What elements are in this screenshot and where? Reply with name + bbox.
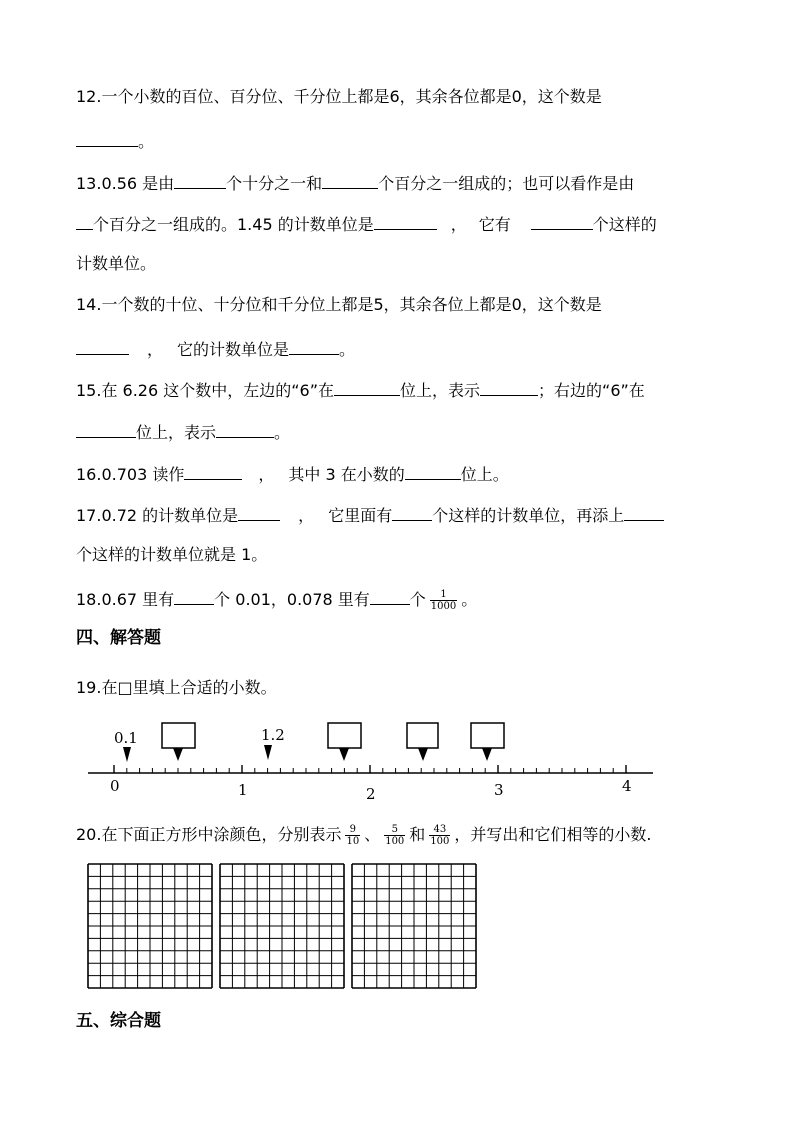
marker-label: 0.1 <box>114 729 138 747</box>
fraction-denominator: 1000 <box>430 601 457 612</box>
punctuation: 。 <box>339 340 356 359</box>
answer-blank[interactable] <box>184 461 242 480</box>
question-20-line <box>76 820 652 850</box>
down-arrow-icon <box>482 748 492 761</box>
answer-blank[interactable] <box>76 419 136 438</box>
question-15-text: ；右边的“6”在 <box>538 381 645 400</box>
fraction-numerator: 5 <box>384 824 405 836</box>
answer-blank[interactable] <box>322 170 378 189</box>
question-17-text: 17.0.72 的计数单位是 <box>76 506 239 525</box>
answer-blank[interactable] <box>76 128 138 147</box>
question-17-text: 个这样的计数单位，再添上 <box>432 506 625 525</box>
question-15-line2 <box>76 419 290 441</box>
answer-box-4[interactable] <box>471 723 504 761</box>
tick-label: 4 <box>622 777 632 795</box>
question-13-line2 <box>76 211 657 233</box>
answer-blank[interactable] <box>216 419 274 438</box>
punctuation: ， <box>258 465 275 484</box>
question-17-line2 <box>76 544 267 566</box>
question-15-text: 15.在 6.26 这个数中，左边的“6”在 <box>76 381 335 400</box>
conjunction: 和 <box>409 825 426 844</box>
punctuation: 。 <box>461 590 478 609</box>
number-line-ticks <box>114 765 626 773</box>
answer-blank[interactable] <box>392 502 432 521</box>
marker-0-1 <box>114 729 138 762</box>
answer-blank[interactable] <box>238 502 280 521</box>
fraction-denominator: 100 <box>430 836 450 847</box>
punctuation: ， <box>450 215 467 234</box>
marker-label: 1.2 <box>261 726 285 744</box>
question-17-line1 <box>76 502 664 524</box>
punctuation: 。 <box>138 132 155 151</box>
fraction-numerator: 43 <box>429 824 450 836</box>
fraction-1-1000 <box>430 589 457 612</box>
question-20-text: ，并写出和它们相等的小数. <box>454 825 652 844</box>
question-13-line3 <box>76 253 156 275</box>
answer-blank[interactable] <box>334 377 400 396</box>
answer-blank[interactable] <box>624 502 664 521</box>
question-16-text: 其中 3 在小数的 <box>288 465 405 484</box>
answer-box-3[interactable] <box>407 723 438 761</box>
question-18-text: 个 0.01，0.078 里有 <box>214 590 370 609</box>
tick-label: 0 <box>110 777 120 795</box>
fraction-5-100 <box>384 824 405 847</box>
hundred-grid-1[interactable] <box>88 864 212 988</box>
tick-label: 1 <box>238 781 248 799</box>
question-14-line2 <box>76 336 355 358</box>
tick-label: 2 <box>366 785 376 803</box>
question-13-text: 计数单位。 <box>76 254 157 273</box>
question-16-text: 16.0.703 读作 <box>76 465 185 484</box>
answer-blank[interactable] <box>531 211 593 230</box>
question-13-text: 个这样的 <box>592 215 657 234</box>
question-18-line <box>76 585 477 615</box>
fraction-9-10 <box>345 824 360 847</box>
answer-blank[interactable] <box>370 586 410 605</box>
question-13-text: 个十分之一和 <box>226 174 323 193</box>
question-13-line1 <box>76 170 634 192</box>
question-17-text: 个这样的计数单位就是 1。 <box>76 545 268 564</box>
down-arrow-icon <box>339 748 349 761</box>
question-13-text: 13.0.56 是由 <box>76 174 175 193</box>
answer-box-2[interactable] <box>328 723 361 761</box>
fraction-numerator: 1 <box>430 589 457 601</box>
question-16-text: 位上。 <box>460 465 509 484</box>
punctuation: 。 <box>274 423 291 442</box>
question-19-text: 19.在□里填上合适的小数。 <box>76 678 277 697</box>
question-15-text: 位上，表示 <box>400 381 481 400</box>
question-13-text: 它有 <box>478 215 511 234</box>
answer-blank[interactable] <box>289 336 339 355</box>
down-arrow-icon <box>173 748 183 761</box>
punctuation: ， <box>298 506 315 525</box>
answer-blank[interactable] <box>480 377 538 396</box>
question-18-text: 18.0.67 里有 <box>76 590 175 609</box>
question-12-line1 <box>76 86 602 108</box>
number-line-diagram <box>0 715 794 805</box>
answer-blank[interactable] <box>76 336 129 355</box>
question-20-text: 20.在下面正方形中涂颜色，分别表示 <box>76 825 342 844</box>
section-4-heading: 四、解答题 <box>76 628 161 648</box>
section-5-heading: 五、综合题 <box>76 1011 161 1031</box>
hundred-grid-2[interactable] <box>220 864 344 988</box>
answer-blank[interactable] <box>76 211 93 230</box>
tick-label: 3 <box>494 781 504 799</box>
question-13-text: 个百分之一组成的；也可以看作是由 <box>378 174 635 193</box>
down-arrow-icon <box>264 745 272 760</box>
answer-box-1[interactable] <box>162 723 195 761</box>
fraction-denominator: 10 <box>346 836 360 847</box>
question-18-text: 个 <box>409 590 426 609</box>
question-12-line2 <box>76 128 154 150</box>
fraction-numerator: 9 <box>345 824 360 836</box>
question-14-line1 <box>76 294 602 316</box>
question-14-text: 14.一个数的十位、十分位和千分位上都是5，其余各位上都是0，这个数是 <box>76 295 602 314</box>
separator: 、 <box>364 825 381 844</box>
hundred-grid-3[interactable] <box>352 864 476 988</box>
question-17-text: 它里面有 <box>328 506 393 525</box>
answer-blank[interactable] <box>374 211 437 230</box>
question-15-line1 <box>76 377 645 399</box>
punctuation: ， <box>147 340 164 359</box>
answer-blank[interactable] <box>405 461 461 480</box>
question-13-text: 个百分之一组成的。1.45 的计数单位是 <box>93 215 374 234</box>
hundred-grids <box>0 860 794 990</box>
number-line-tick-labels <box>110 777 632 803</box>
answer-blank[interactable] <box>174 586 214 605</box>
question-16-line <box>76 461 509 483</box>
question-15-text: 位上，表示 <box>136 423 217 442</box>
question-14-text: 它的计数单位是 <box>177 340 290 359</box>
fraction-denominator: 100 <box>385 836 405 847</box>
answer-blank[interactable] <box>174 170 226 189</box>
marker-1-2 <box>261 726 285 760</box>
fraction-43-100 <box>429 824 450 847</box>
question-12-text: 12.一个小数的百位、百分位、千分位上都是6，其余各位都是0，这个数是 <box>76 87 602 106</box>
down-arrow-icon <box>123 747 131 762</box>
down-arrow-icon <box>418 748 428 761</box>
